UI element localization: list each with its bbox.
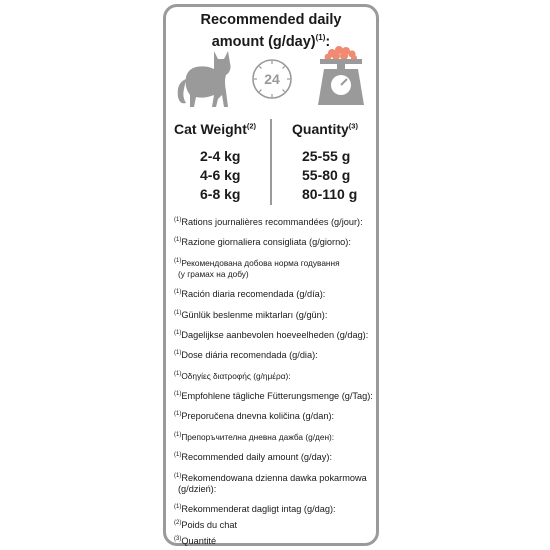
footnote-el: $^{(1)}$Οδηγίες διατροφής (g/ημέρα): bbox=[174, 370, 291, 381]
feeding-guide-panel bbox=[163, 4, 379, 546]
cat-weight-header: Cat Weight$^{(2)}$ bbox=[174, 121, 257, 137]
footnote-uk: $^{(1)}$Рекомендована добова норма годування (у грамах на добу) bbox=[174, 257, 340, 279]
24-hour-clock-icon bbox=[250, 57, 294, 101]
clock-number: 24 bbox=[264, 71, 280, 87]
footnote-de: $^{(1)}$Empfohlene tägliche Fütterungsmenge (g/Tag): bbox=[174, 391, 373, 402]
quantity-row: 55-80 g bbox=[302, 167, 351, 183]
footnote-sv: $^{(1)}$Rekommenderat dagligt intag (g/dag): bbox=[174, 504, 336, 515]
footnote-nl: $^{(1)}$Dagelijkse aanbevolen hoeveelheden (g/dag): bbox=[174, 329, 369, 341]
icon-row bbox=[166, 47, 376, 113]
weight-values bbox=[200, 147, 240, 204]
footnote-it: $^{(1)}$Razione giornaliera consigliata (g/giorno): bbox=[174, 237, 351, 248]
weight-row: 2-4 kg bbox=[200, 148, 241, 164]
cat-silhouette-icon bbox=[174, 47, 240, 113]
footnote-quantity-fr: $^{(3)}$Quantité bbox=[174, 536, 217, 547]
footnote-en: $^{(1)}$Recommended daily amount (g/day): bbox=[174, 452, 332, 463]
weight-row: 4-6 kg bbox=[200, 167, 241, 183]
footnote-fr: $^{(1)}$Rations journalières recommandées (g/jour): bbox=[174, 217, 363, 228]
quantity-row: 25-55 g bbox=[302, 148, 351, 164]
footnote-es: $^{(1)}$Ración diaria recomendada (g/día): bbox=[174, 289, 326, 300]
footnote-pl: $^{(1)}$Rekomendowana dzienna dawka pokarmowa (g/dzień): bbox=[174, 472, 367, 494]
food-scale-icon bbox=[314, 39, 368, 109]
weight-quantity-table bbox=[166, 119, 376, 207]
translation-footnotes bbox=[174, 215, 374, 550]
weight-row: 6-8 kg bbox=[200, 186, 241, 202]
quantity-row: 80-110 g bbox=[302, 186, 358, 202]
title-footnote-marker: (1) bbox=[315, 33, 326, 42]
column-divider bbox=[270, 119, 272, 205]
title-colon: : bbox=[325, 33, 331, 50]
footnote-tr: $^{(1)}$Günlük beslenme miktarları (g/gün): bbox=[174, 309, 328, 320]
footnote-hr: $^{(1)}$Preporučena dnevna količina (g/dan): bbox=[174, 411, 335, 422]
footnote-weight-fr: $^{(2)}$Poids du chat bbox=[174, 520, 238, 531]
title-line-1: Recommended daily bbox=[200, 12, 342, 28]
quantity-values bbox=[302, 147, 357, 204]
footnote-bg: $^{(1)}$Препоръчителна дневна дажба (g/ден): bbox=[174, 431, 335, 442]
title-line-2: amount (g/day) bbox=[211, 33, 316, 50]
footnote-pt: $^{(1)}$Dose diária recomendada (g/dia): bbox=[174, 350, 318, 361]
quantity-header: Quantity$^{(3)}$ bbox=[292, 121, 358, 137]
